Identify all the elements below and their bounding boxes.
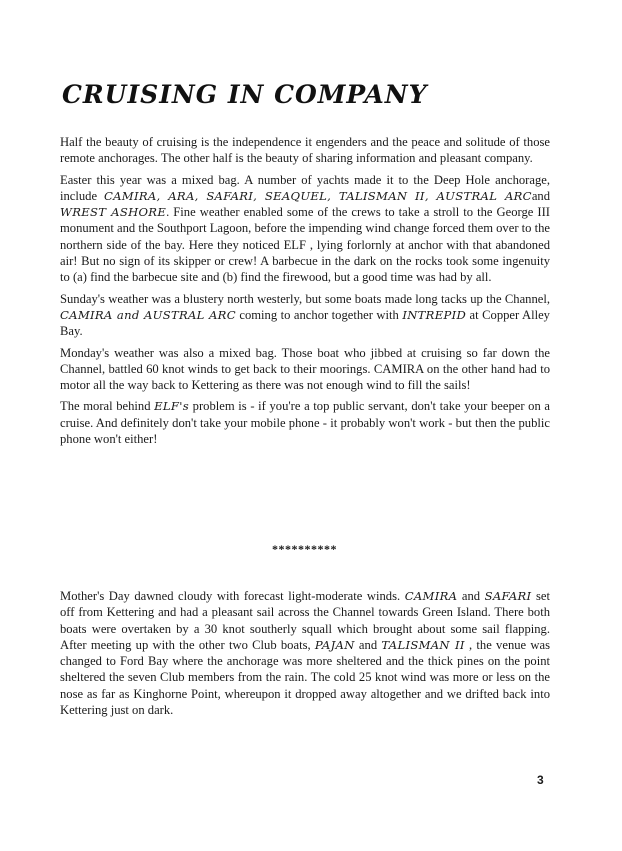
- article-body: [60, 134, 550, 452]
- mothers-text-3: set off from Kettering and had a pleasant sail across the Channel towards Green Island. There both boats were overtaken by a 30 knot southerly squall which brought about some sail flapping. After meeting up with the other two Club boats,: [60, 589, 550, 652]
- easter-text-3: . Fine weather enabled some of the crews to take a stroll to the George III monument and the Southport Lagoon, before the impending wind change forced them over to the northern side of the bay. Here they noticed ELF , lying forlornly at anchor with that abandoned air! But no sign of its skipper or crew! A barbecue in the dark on the rocks took some ingenuity to (a) find the barbecue site and (b) find the firewood, but a good time was had by all.: [60, 205, 550, 285]
- paragraph-intro: Half the beauty of cruising is the independence it engenders and the peace and solitude of those remote anchorages. The other half is the beauty of sharing information and pleasant company.: [60, 135, 550, 166]
- paragraph-monday: Monday's weather was also a mixed bag. Those boat who jibbed at cruising so far down the Channel, battled 60 knot winds to get back to their moorings. CAMIRA on the other hand had to motor all the way back to Kettering as there was not enough wind to fill the sails!: [60, 345, 550, 393]
- paragraph-sunday: [60, 291, 550, 340]
- sunday-text-3: at Copper Alley Bay.: [60, 307, 550, 339]
- easter-text-1: Easter this year was a mixed bag. A number of yachts made it to the Deep Hole anchorage, include: [60, 172, 550, 203]
- section-separator: **********: [272, 542, 337, 556]
- mothers-text-5: , the venue was changed to Ford Bay where the anchorage was more sheltered and the thick pines on the point sheltered the seven Club members from the rain. The cold 25 knot wind was more or less on the nose as far as Kinghorne Point, whereupon it dropped away altogether and we drifted back into Kettering just on dark.: [60, 637, 550, 718]
- yacht-names-camira-austral: CAMIRA and AUSTRAL ARC: [60, 307, 236, 322]
- yacht-name-safari: SAFARI: [484, 589, 532, 603]
- paragraph-mothers-day: [60, 588, 550, 718]
- mothers-text-4: and: [354, 637, 382, 652]
- mothers-text-2: and: [457, 589, 485, 603]
- paragraph-moral: [60, 398, 550, 447]
- mothers-text-1: Mother's Day dawned cloudy with forecast light-moderate winds.: [60, 589, 405, 603]
- article-title: CRUISING IN COMPANY: [62, 80, 428, 109]
- paragraph-easter: [60, 172, 550, 286]
- page-number: 3: [537, 773, 544, 787]
- yacht-name-talisman: TALISMAN II: [381, 637, 465, 652]
- yacht-name-intrepid: INTREPID: [402, 307, 467, 322]
- moral-text-1: The moral behind: [60, 399, 155, 414]
- easter-text-2: and: [531, 188, 551, 203]
- yacht-name-pajan: PAJAN: [314, 637, 355, 652]
- moral-text-2: problem is - if you're a top public servant, don't take your beeper on a cruise. And definitely don't take your mobile phone - it probably won't work - but then the public phone won't either!: [60, 399, 550, 447]
- sunday-text-2: coming to anchor together with: [235, 307, 403, 322]
- yacht-name-wrest-ashore: WREST ASHORE: [60, 205, 167, 220]
- sunday-text-1: Sunday's weather was a blustery north westerly, but some boats made long tacks up the Channel,: [60, 291, 550, 306]
- yacht-names-list: CAMIRA, ARA, SAFARI, SEAQUEL, TALISMAN II, AUSTRAL ARC: [103, 188, 532, 203]
- yacht-name-camira: CAMIRA: [404, 589, 458, 603]
- article-body-continued: [60, 588, 550, 723]
- yacht-name-elf: ELF's: [154, 399, 190, 414]
